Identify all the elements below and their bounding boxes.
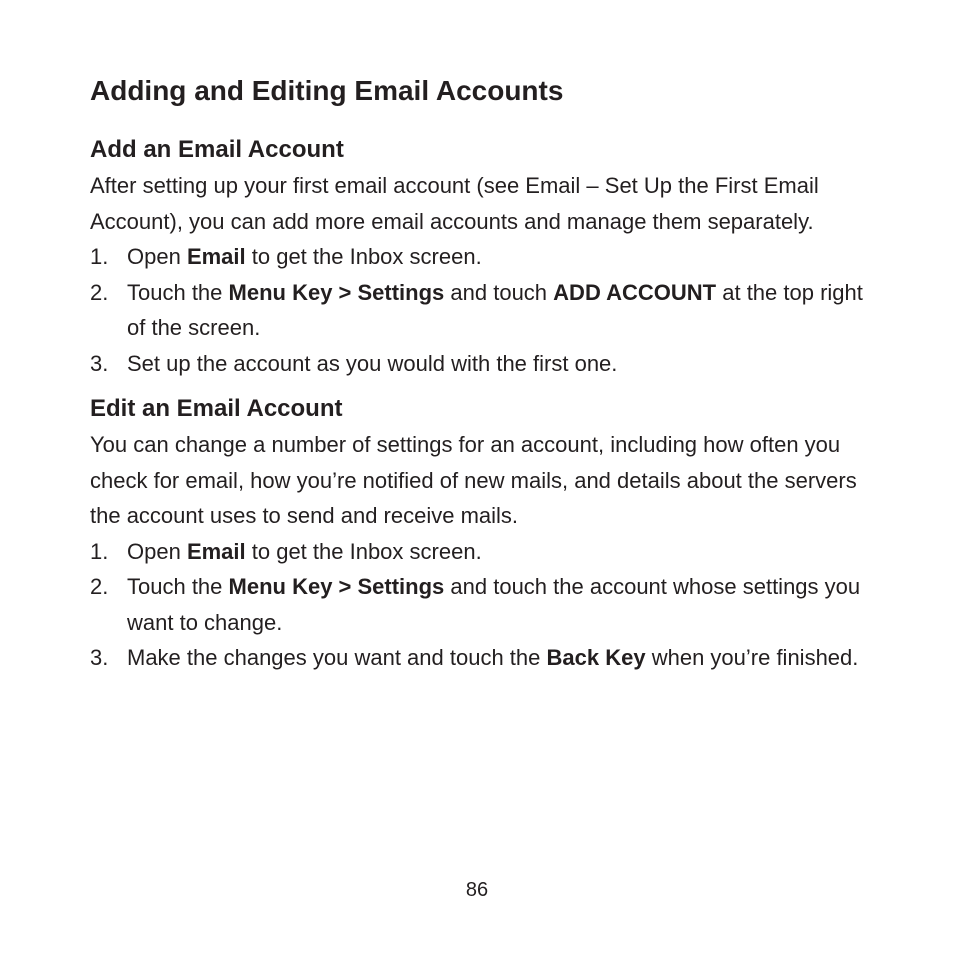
list-item: 1. Open Email to get the Inbox screen. [90, 239, 880, 275]
list-item: 2. Touch the Menu Key > Settings and touch ADD ACCOUNT at the top right of the screen. [90, 275, 880, 346]
add-account-intro: After setting up your first email account (see Email – Set Up the First Email Account), you can add more email accounts and manage them separately. [90, 173, 819, 234]
list-item: 1. Open Email to get the Inbox screen. [90, 534, 880, 570]
step-number: 2. [90, 574, 109, 599]
step-number: 2. [90, 279, 109, 305]
step-number: 3. [90, 350, 109, 376]
edit-account-intro: You can change a number of settings for an account, including how often you check for email, how you’re notified of new mails, and details about the servers the account uses to send and receive mails. [90, 432, 857, 528]
step-number: 1. [90, 244, 109, 269]
edit-account-section [90, 394, 880, 676]
page-title: Adding and Editing Email Accounts [90, 75, 564, 106]
list-item: 3. Set up the account as you would with the first one. [90, 346, 880, 382]
list-item: 2. Touch the Menu Key > Settings and touch the account whose settings you want to change. [90, 569, 880, 640]
add-account-steps [90, 239, 880, 381]
step-number: 3. [90, 645, 109, 670]
edit-account-steps [90, 534, 880, 676]
step-number: 1. [90, 538, 109, 564]
add-account-heading: Add an Email Account [90, 136, 344, 163]
add-account-section [90, 135, 880, 381]
edit-account-heading: Edit an Email Account [90, 395, 343, 422]
list-item: 3. Make the changes you want and touch the Back Key when you’re finished. [90, 640, 880, 676]
document-page [90, 72, 880, 676]
page-number: 86 [465, 879, 489, 901]
